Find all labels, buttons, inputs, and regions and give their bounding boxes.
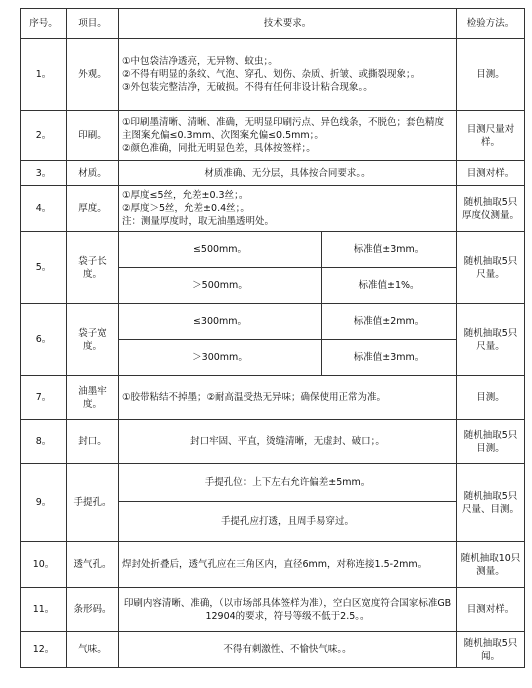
seq-cell: 11。 [21, 588, 67, 632]
requirement-cell [119, 39, 457, 111]
table-row [21, 464, 525, 502]
seq-cell: 10。 [21, 542, 67, 588]
table-row [21, 39, 525, 111]
method-cell: 随机抽取10只测量。 [457, 542, 525, 588]
item-cell: 厚度。 [67, 186, 119, 232]
condition-cell: ≤300mm。 [119, 304, 322, 340]
seq-cell: 6。 [21, 304, 67, 376]
seq-cell: 3。 [21, 161, 67, 186]
standard-cell: 标准值±2mm。 [322, 304, 457, 340]
table-row [21, 304, 525, 340]
method-cell: 随机抽取5只目测。 [457, 420, 525, 464]
method-cell: 目测对样。 [457, 588, 525, 632]
requirement-cell [119, 186, 457, 232]
requirement-line: ②厚度＞5丝，允差±0.4丝；。 [122, 203, 250, 214]
header-method: 检验方法。 [457, 9, 525, 39]
item-cell: 印刷。 [67, 111, 119, 161]
header-seq: 序号。 [21, 9, 67, 39]
inspection-table [20, 8, 525, 668]
requirement-cell [119, 111, 457, 161]
requirement-cell: 手提孔应打透，且周手易穿过。 [119, 502, 457, 542]
seq-cell: 4。 [21, 186, 67, 232]
method-cell: 目测对样。 [457, 161, 525, 186]
condition-cell: ＞300mm。 [119, 340, 322, 376]
condition-cell: ＞500mm。 [119, 268, 322, 304]
seq-cell: 2。 [21, 111, 67, 161]
seq-cell: 9。 [21, 464, 67, 542]
requirement-line: ②不得有明显的条纹、气泡、穿孔、划伤、杂质、折皱、或撕裂现象；。 [122, 69, 421, 80]
table-row [21, 632, 525, 668]
requirement-cell: 材质准确、无分层，具体按合同要求。。 [119, 161, 457, 186]
seq-cell: 5。 [21, 232, 67, 304]
requirement-cell: 手提孔位：上下左右允许偏差±5mm。 [119, 464, 457, 502]
method-cell: 随机抽取5只闻。 [457, 632, 525, 668]
method-cell: 随机抽取5只厚度仪测量。 [457, 186, 525, 232]
table-row [21, 111, 525, 161]
header-item: 项目。 [67, 9, 119, 39]
standard-cell: 标准值±1%。 [322, 268, 457, 304]
requirement-line: 注：测量厚度时，取无油墨透明处。 [122, 216, 275, 227]
item-cell: 封口。 [67, 420, 119, 464]
requirement-cell: 印刷内容清晰、准确，（以市场部具体签样为准），空白区宽度符合国家标准GB12904的要求，符号等级不低于2.5。。 [119, 588, 457, 632]
requirement-line: ②颜色准确，同批无明显色差，具体按签样；。 [122, 143, 316, 154]
standard-cell: 标准值±3mm。 [322, 340, 457, 376]
item-cell: 袋子宽度。 [67, 304, 119, 376]
header-requirement: 技术要求。 [119, 9, 457, 39]
table-row [21, 232, 525, 268]
requirement-line: ①中包袋洁净透亮，无异物、蚊虫；。 [122, 56, 278, 67]
item-cell: 外观。 [67, 39, 119, 111]
requirement-line: ③外包装完整洁净，无破损。不得有任何非设计粘合现象。。 [122, 82, 373, 93]
seq-cell: 1。 [21, 39, 67, 111]
table-row [21, 161, 525, 186]
table-row [21, 542, 525, 588]
method-cell: 目测尺量对样。 [457, 111, 525, 161]
table-row [21, 376, 525, 420]
header-row [21, 9, 525, 39]
method-cell: 目测。 [457, 39, 525, 111]
requirement-cell: 封口牢固、平直，烫缝清晰，无虚封、破口；。 [119, 420, 457, 464]
requirement-cell: 焊封处折叠后，透气孔应在三角区内，直径6mm，对称连接1.5-2mm。 [119, 542, 457, 588]
requirement-line: ①厚度≤5丝，允差±0.3丝；。 [122, 190, 249, 201]
method-cell: 目测。 [457, 376, 525, 420]
table-row [21, 186, 525, 232]
seq-cell: 8。 [21, 420, 67, 464]
standard-cell: 标准值±3mm。 [322, 232, 457, 268]
requirement-line: ①印刷墨清晰、清晰、准确，无明显印刷污点、异色线条，不脱色；套色精度主图案允偏≤0.3mm、次图案允偏≤0.5mm；。 [122, 117, 445, 141]
item-cell: 条形码。 [67, 588, 119, 632]
method-cell: 随机抽取5只尺量。 [457, 304, 525, 376]
table-row [21, 420, 525, 464]
requirement-cell: 不得有刺激性、不愉快气味。。 [119, 632, 457, 668]
requirement-cell: ①胶带粘结不掉墨；②耐高温受热无异味；确保使用正常为准。 [119, 376, 457, 420]
seq-cell: 12。 [21, 632, 67, 668]
item-cell: 袋子长度。 [67, 232, 119, 304]
method-cell: 随机抽取5只尺量、目测。 [457, 464, 525, 542]
item-cell: 气味。 [67, 632, 119, 668]
item-cell: 透气孔。 [67, 542, 119, 588]
item-cell: 手提孔。 [67, 464, 119, 542]
method-cell: 随机抽取5只尺量。 [457, 232, 525, 304]
item-cell: 材质。 [67, 161, 119, 186]
condition-cell: ≤500mm。 [119, 232, 322, 268]
table-row [21, 588, 525, 632]
seq-cell: 7。 [21, 376, 67, 420]
item-cell: 油墨牢度。 [67, 376, 119, 420]
